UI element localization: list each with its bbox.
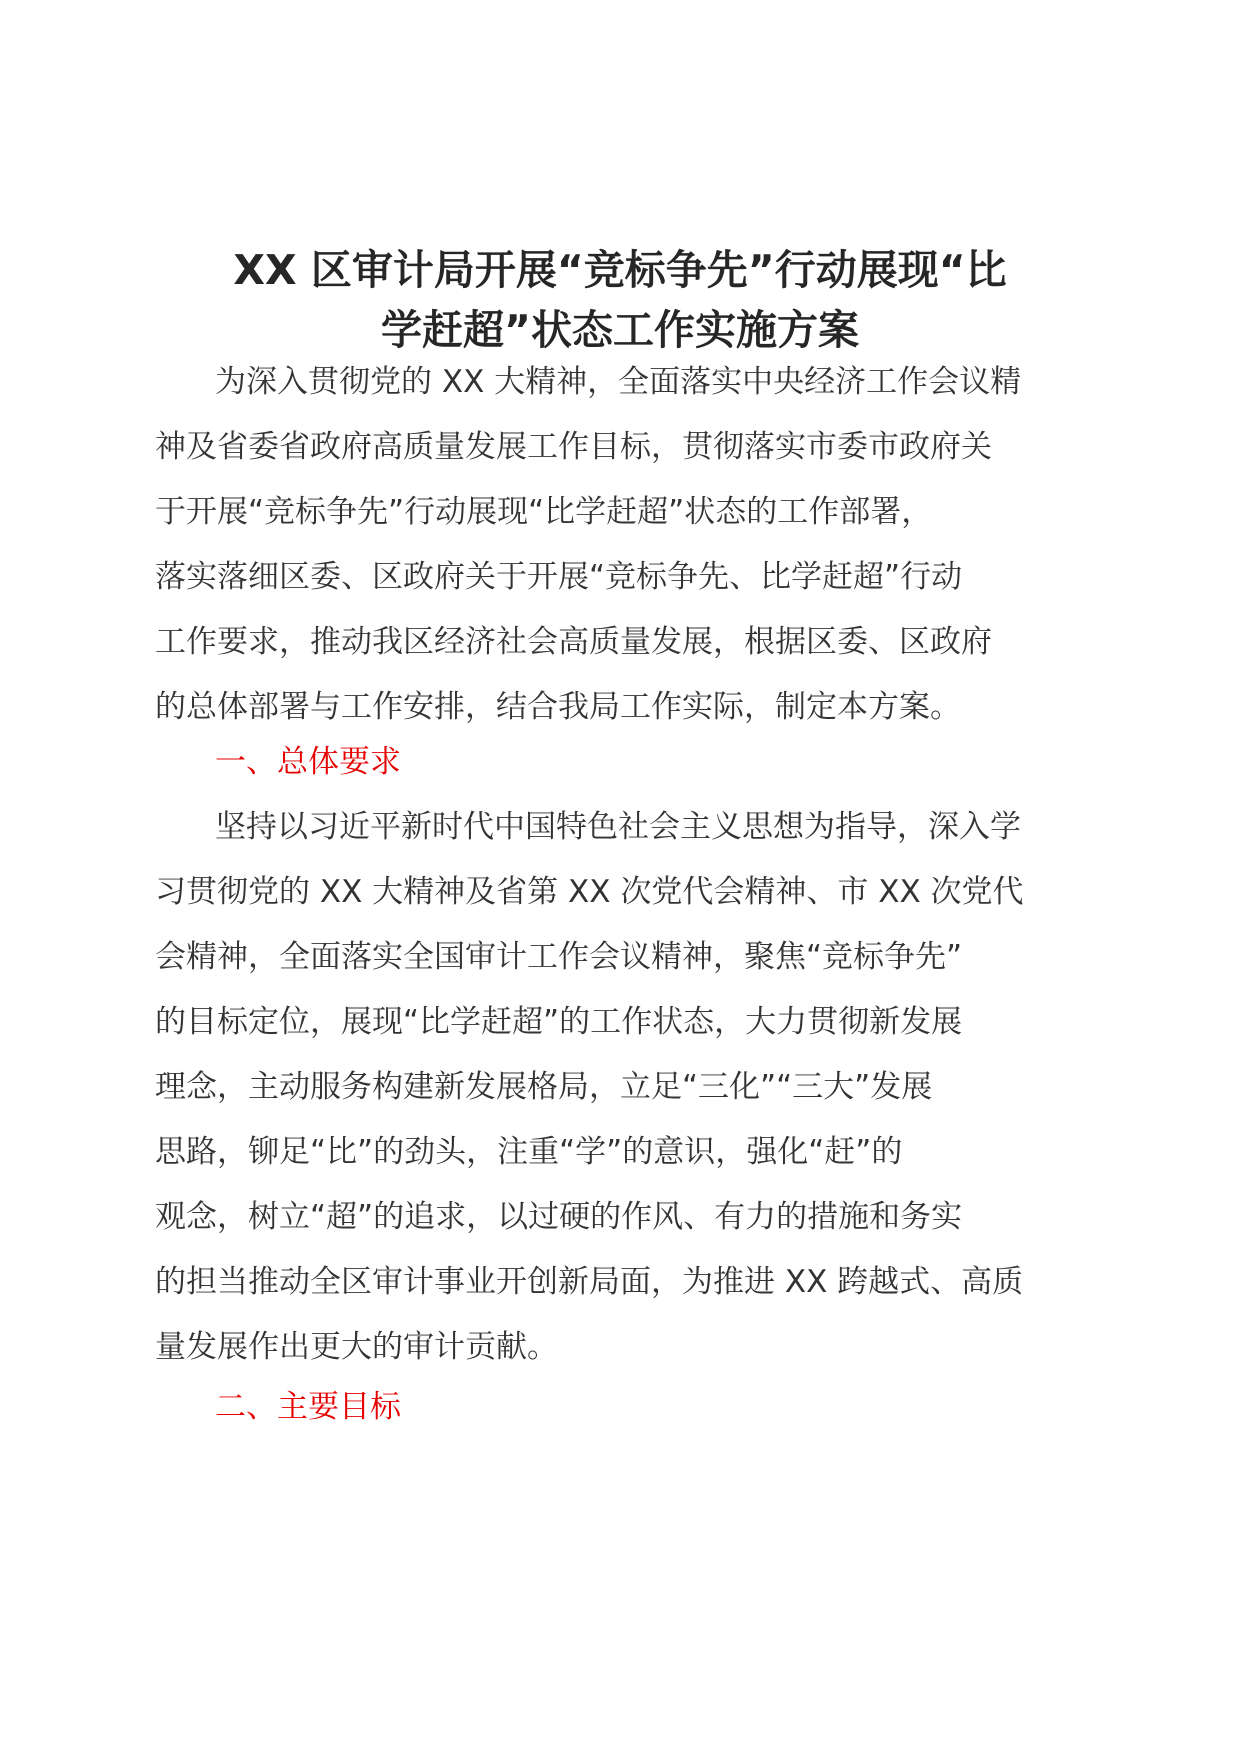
title-line-2: 学赶超”状态工作实施方案 <box>381 306 859 354</box>
section1-line-5: 理念，主动服务构建新发展格局，立足“三化”“三大”发展 <box>155 1069 933 1105</box>
intro-line-3: 于开展“竞标争先”行动展现“比学赶超”状态的工作部署， <box>155 494 933 530</box>
section-heading-overall-requirements: 一、总体要求 <box>215 744 401 780</box>
intro-paragraph <box>155 350 1090 740</box>
section1-line-3: 会精神，全面落实全国审计工作会议精神，聚焦“竞标争先” <box>155 939 963 975</box>
intro-line-1: 为深入贯彻党的 XX 大精神，全面落实中央经济工作会议精 <box>215 364 1022 400</box>
document-title <box>150 240 1090 360</box>
section1-line-8: 的担当推动全区审计事业开创新局面，为推进 XX 跨越式、高质 <box>155 1264 1024 1300</box>
overall-requirements-paragraph <box>155 795 1090 1380</box>
intro-line-5: 工作要求，推动我区经济社会高质量发展，根据区委、区政府 <box>155 624 992 660</box>
intro-line-6: 的总体部署与工作安排，结合我局工作实际，制定本方案。 <box>155 689 961 725</box>
section1-line-7: 观念，树立“超”的追求，以过硬的作风、有力的措施和务实 <box>155 1199 963 1235</box>
intro-line-4: 落实落细区委、区政府关于开展“竞标争先、比学赶超”行动 <box>155 559 963 595</box>
section1-line-2: 习贯彻党的 XX 大精神及省第 XX 次党代会精神、市 XX 次党代 <box>155 874 1024 910</box>
section1-line-9: 量发展作出更大的审计贡献。 <box>155 1329 558 1365</box>
section1-line-4: 的目标定位，展现“比学赶超”的工作状态，大力贯彻新发展 <box>155 1004 963 1040</box>
section-heading-main-goals: 二、主要目标 <box>215 1389 401 1425</box>
section1-line-1: 坚持以习近平新时代中国特色社会主义思想为指导，深入学 <box>215 809 1021 845</box>
intro-line-2: 神及省委省政府高质量发展工作目标，贯彻落实市委市政府关 <box>155 429 992 465</box>
title-line-1: XX 区审计局开展“竞标争先”行动展现“比 <box>233 246 1007 294</box>
section1-line-6: 思路，铆足“比”的劲头，注重“学”的意识，强化“赶”的 <box>155 1134 903 1170</box>
